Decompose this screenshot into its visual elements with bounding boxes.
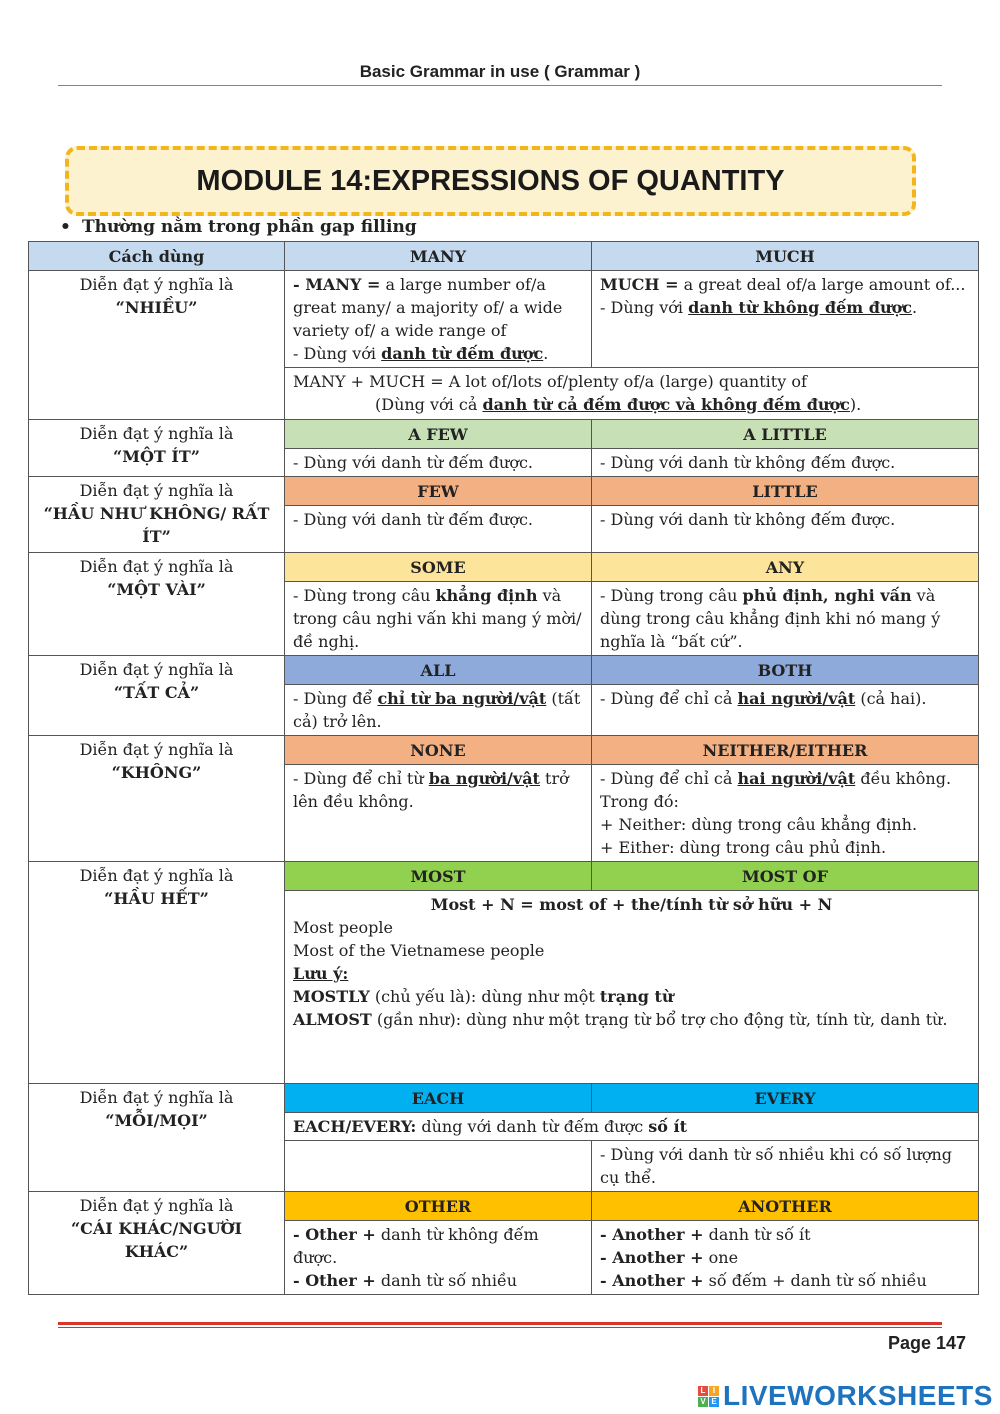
many-use-key: danh từ đếm được	[381, 344, 544, 363]
usage-meaning: “NHIỀU”	[115, 298, 198, 317]
much-def-label: MUCH =	[600, 275, 679, 294]
other-text	[285, 1221, 592, 1295]
module-banner	[65, 146, 916, 216]
table-row	[29, 477, 979, 506]
all-key: chỉ từ ba người/vật	[377, 689, 547, 708]
many-much-usage	[293, 393, 970, 416]
many-much-line: MANY + MUCH = A lot of/lots of/plenty of/a (large) quantity of	[293, 372, 807, 391]
table-row	[29, 736, 979, 765]
usage-cell-nhieu	[29, 271, 285, 420]
most-example-1: Most people	[293, 918, 393, 937]
every-text: - Dùng với danh từ số nhiều khi có số lượng cụ thể.	[592, 1141, 979, 1192]
another-text	[592, 1221, 979, 1295]
mostly-end: trạng từ	[599, 987, 674, 1006]
any-post: và dùng trong câu khẳng định khi nó mang ý nghĩa là “bất cứ”.	[600, 586, 941, 651]
some-pre: - Dùng trong câu	[293, 586, 436, 605]
table-row	[29, 656, 979, 685]
page-header-title: Basic Grammar in use ( Grammar )	[359, 62, 641, 81]
usage-prefix: Diễn đạt ý nghĩa là	[79, 275, 234, 294]
mostly-line	[293, 985, 970, 1008]
none-pre: - Dùng để chỉ từ	[293, 769, 429, 788]
a-few-text: - Dùng với danh từ đếm được.	[285, 449, 592, 477]
mostly-key: MOSTLY	[293, 987, 370, 1006]
usage-prefix: Diễn đạt ý nghĩa là	[79, 1088, 234, 1107]
none-text	[285, 765, 592, 862]
many-use-post: .	[543, 344, 549, 363]
none-post: trở lên đều không.	[293, 769, 569, 811]
much-use-pre: - Dùng với	[600, 298, 689, 317]
little-text: - Dùng với danh từ không đếm được.	[592, 506, 979, 553]
usage-cell-cai-khac	[29, 1192, 285, 1295]
each-empty-cell	[285, 1141, 592, 1192]
table-row	[29, 1084, 979, 1113]
both-key: hai người/vật	[737, 689, 856, 708]
usage-meaning: “HẦU HẾT”	[104, 889, 209, 908]
each-every-key: EACH/EVERY:	[293, 1117, 417, 1136]
usage-cell-moi-moi	[29, 1084, 285, 1192]
most-example-2: Most of the Vietnamese people	[293, 941, 545, 960]
usage-prefix: Diễn đạt ý nghĩa là	[79, 866, 234, 885]
both-text	[592, 685, 979, 736]
many-def-text: a large number of/a great many/ a majority of/ a wide variety of/ a wide range of	[293, 275, 563, 340]
head-little: LITTLE	[592, 477, 979, 506]
logo-letter-v: V	[698, 1397, 708, 1407]
head-a-little: A LITTLE	[592, 420, 979, 449]
almost-text: (gần như): dùng như một trạng từ bổ trợ cho động từ, tính từ, danh từ.	[371, 1010, 948, 1029]
footer-divider-thick	[58, 1322, 942, 1325]
head-some: SOME	[285, 553, 592, 582]
head-any: ANY	[592, 553, 979, 582]
many-much-combined-cell	[285, 368, 979, 420]
another-r1-text: danh từ số ít	[703, 1225, 811, 1244]
bullet-note	[60, 217, 417, 237]
usage-prefix: Diễn đạt ý nghĩa là	[79, 557, 234, 576]
mostly-mid: (chủ yếu là): dùng như một	[369, 987, 600, 1006]
usage-meaning: “MỘT ÍT”	[113, 447, 200, 466]
table-row	[29, 1192, 979, 1221]
both-use-pre: (Dùng với cả	[375, 395, 483, 414]
many-def-label: - MANY =	[293, 275, 381, 294]
head-few: FEW	[285, 477, 592, 506]
another-r2-key: - Another +	[600, 1248, 704, 1267]
neither-post: đều không.	[855, 769, 952, 788]
usage-cell-hau-het	[29, 862, 285, 1084]
all-post: (tất cả) trở lên.	[293, 689, 581, 731]
table-row	[29, 271, 979, 368]
other-l1-key: - Other +	[293, 1225, 376, 1244]
another-r3-text: số đếm + danh từ số nhiều	[703, 1271, 927, 1290]
all-pre: - Dùng để	[293, 689, 378, 708]
usage-prefix: Diễn đạt ý nghĩa là	[79, 740, 234, 759]
usage-cell-khong	[29, 736, 285, 862]
bullet-dot-icon: •	[60, 217, 71, 237]
logo-letter-e: E	[709, 1397, 719, 1407]
header-much: MUCH	[592, 242, 979, 271]
other-l2-text: danh từ số nhiều	[375, 1271, 518, 1290]
liveworksheets-logo-icon	[698, 1386, 719, 1407]
much-definition-cell	[592, 271, 979, 368]
header-divider	[58, 85, 942, 86]
head-another: ANOTHER	[592, 1192, 979, 1221]
few-text: - Dùng với danh từ đếm được.	[285, 506, 592, 553]
neither-pre: - Dùng để chỉ cả	[600, 769, 738, 788]
any-pre: - Dùng trong câu	[600, 586, 743, 605]
usage-cell-mot-vai	[29, 553, 285, 656]
much-use-key: danh từ không đếm được	[688, 298, 913, 317]
usage-prefix: Diễn đạt ý nghĩa là	[79, 660, 234, 679]
any-key: phủ định, nghi vấn	[742, 586, 912, 605]
some-key: khẳng định	[435, 586, 538, 605]
much-def-text: a great deal of/a large amount of...	[678, 275, 966, 294]
each-every-mid: dùng với danh từ đếm được	[416, 1117, 649, 1136]
neither-l3: + Neither: dùng trong câu khẳng định.	[600, 815, 918, 834]
head-most: MOST	[285, 862, 592, 891]
logo-letter-i: I	[709, 1386, 719, 1396]
both-use-post: ).	[849, 395, 862, 414]
usage-meaning: “MỖI/MỌI”	[105, 1111, 208, 1130]
head-neither-either: NEITHER/EITHER	[592, 736, 979, 765]
another-r3-key: - Another +	[600, 1271, 704, 1290]
usage-cell-mot-it	[29, 420, 285, 477]
head-each: EACH	[285, 1084, 592, 1113]
liveworksheets-brand: LIVEWORKSHEETS	[723, 1380, 993, 1411]
most-formula: Most + N = most of + the/tính từ sở hữu + N	[430, 895, 833, 914]
usage-meaning: “CÁI KHÁC/NGƯỜI KHÁC”	[70, 1219, 243, 1261]
table-row	[29, 420, 979, 449]
head-none: NONE	[285, 736, 592, 765]
header-usage: Cách dùng	[29, 242, 285, 271]
almost-line	[293, 1008, 970, 1031]
module-title: MODULE 14:EXPRESSIONS OF QUANTITY	[196, 164, 785, 197]
header-many: MANY	[285, 242, 592, 271]
head-both: BOTH	[592, 656, 979, 685]
each-every-shared	[285, 1113, 979, 1141]
some-text	[285, 582, 592, 656]
page-number: Page 147	[887, 1333, 966, 1353]
head-all: ALL	[285, 656, 592, 685]
some-post: và trong câu nghi vấn khi mang ý mời/đề nghị.	[293, 586, 582, 651]
table-row	[29, 862, 979, 891]
usage-prefix: Diễn đạt ý nghĩa là	[79, 1196, 234, 1215]
neither-l4: + Either: dùng trong câu phủ định.	[600, 838, 887, 857]
many-definition-cell	[285, 271, 592, 368]
none-key: ba người/vật	[428, 769, 540, 788]
both-pre: - Dùng để chỉ cả	[600, 689, 738, 708]
neither-either-text	[592, 765, 979, 862]
logo-letter-l: L	[698, 1386, 708, 1396]
usage-cell-hau-nhu-khong	[29, 477, 285, 553]
table-row	[29, 553, 979, 582]
other-l2-key: - Other +	[293, 1271, 376, 1290]
almost-key: ALMOST	[293, 1010, 372, 1029]
all-text	[285, 685, 592, 736]
neither-l2: Trong đó:	[600, 792, 679, 811]
any-text	[592, 582, 979, 656]
head-a-few: A FEW	[285, 420, 592, 449]
most-note-label: Lưu ý:	[293, 964, 349, 983]
bullet-text: Thường nằm trong phần gap filling	[82, 217, 417, 237]
both-post: (cả hai).	[855, 689, 927, 708]
a-little-text: - Dùng với danh từ không đếm được.	[592, 449, 979, 477]
usage-prefix: Diễn đạt ý nghĩa là	[79, 424, 234, 443]
liveworksheets-logo	[698, 1380, 993, 1412]
usage-cell-tat-ca	[29, 656, 285, 736]
usage-meaning: “MỘT VÀI”	[107, 580, 206, 599]
other-l1-text: danh từ không đếm được.	[293, 1225, 539, 1267]
most-content-cell	[285, 891, 979, 1084]
another-r2-text: one	[703, 1248, 739, 1267]
head-most-of: MOST OF	[592, 862, 979, 891]
head-other: OTHER	[285, 1192, 592, 1221]
quantity-table	[28, 241, 979, 1295]
both-use-key: danh từ cả đếm được và không đếm được	[482, 395, 850, 414]
table-header-row	[29, 242, 979, 271]
another-r1-key: - Another +	[600, 1225, 704, 1244]
footer-divider-thin	[58, 1327, 942, 1328]
neither-key: hai người/vật	[737, 769, 856, 788]
usage-meaning: “KHÔNG”	[111, 763, 202, 782]
each-every-end: số ít	[648, 1117, 687, 1136]
usage-prefix: Diễn đạt ý nghĩa là	[79, 481, 234, 500]
much-use-post: .	[912, 298, 918, 317]
many-use-pre: - Dùng với	[293, 344, 382, 363]
usage-meaning: “HẦU NHƯ KHÔNG/ RẤT ÍT”	[43, 504, 270, 546]
head-every: EVERY	[592, 1084, 979, 1113]
usage-meaning: “TẤT CẢ”	[113, 683, 200, 702]
